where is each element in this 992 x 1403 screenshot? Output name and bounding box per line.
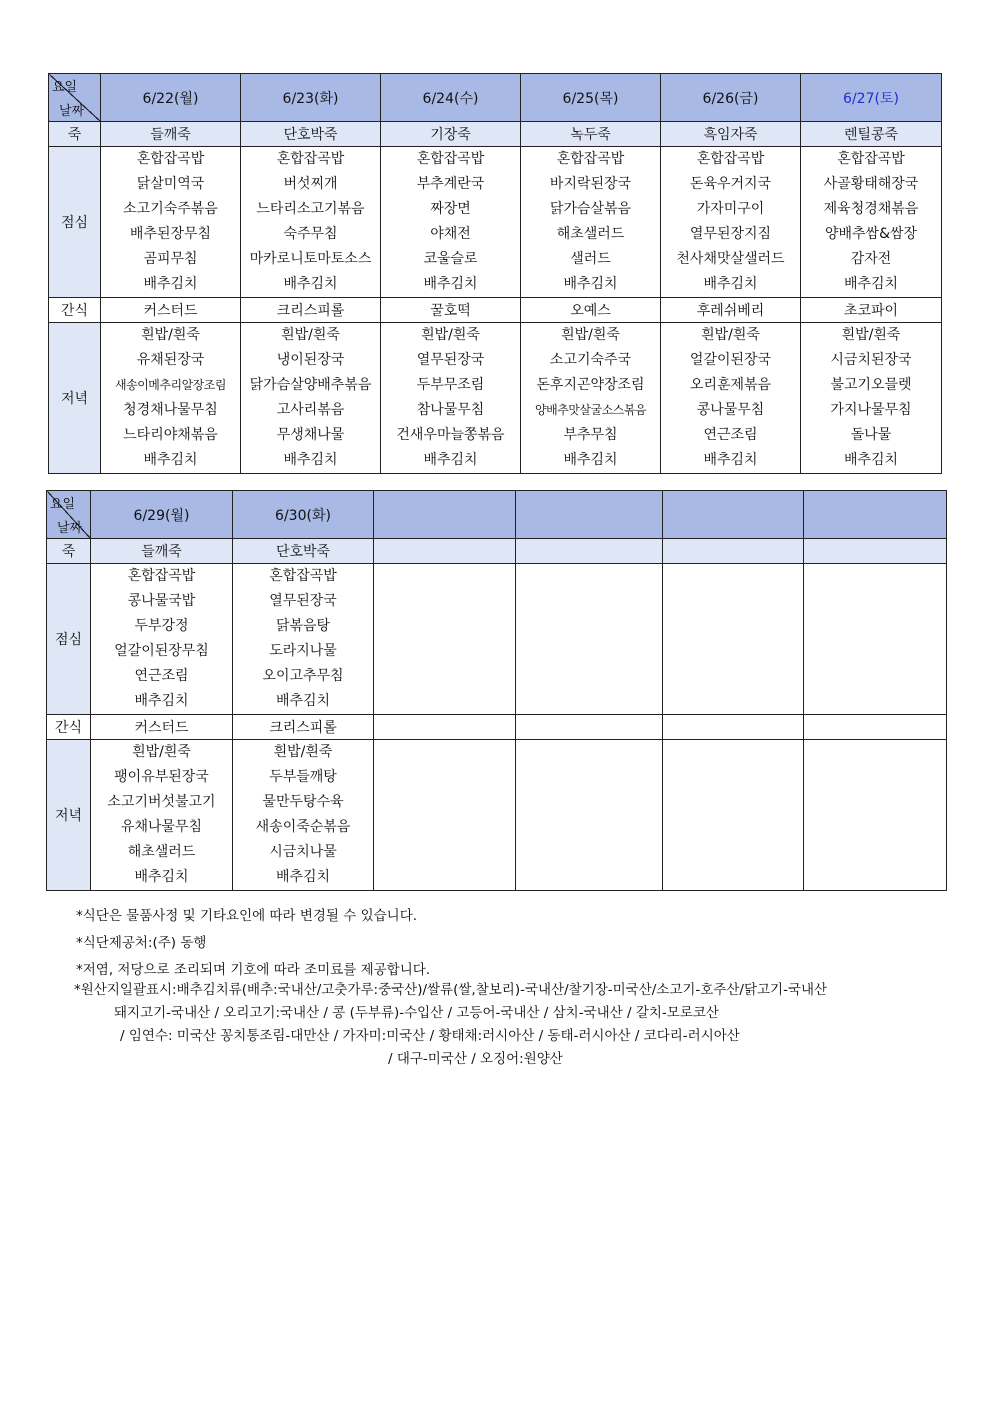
menu-item: 느타리소고기볶음 — [256, 201, 365, 217]
snack-cell: 크리스피롤 — [233, 715, 374, 740]
menu-item: 오리훈제볶음 — [689, 377, 772, 393]
menu-item: 숙주무침 — [283, 226, 338, 242]
note-origin-line4: / 대구-미국산 / 오징어:원양산 — [388, 1051, 563, 1067]
menu-table-week1 — [48, 73, 942, 474]
menu-item: 야채전 — [430, 226, 471, 242]
menu-item: 느타리야채볶음 — [123, 427, 218, 443]
menu-item: 소고기버섯불고기 — [107, 794, 216, 810]
menu-item: 열무된장지짐 — [689, 226, 772, 242]
menu-item: 두부무조림 — [416, 377, 485, 393]
date-header: 6/23(화) — [241, 74, 381, 122]
juk-cell: 흑임자죽 — [661, 122, 801, 147]
menu-item: 시금치된장국 — [830, 352, 912, 368]
menu-item: 배추김치 — [275, 869, 331, 885]
lunch-cell — [233, 564, 374, 715]
date-header-empty — [804, 491, 947, 539]
lunch-cell — [801, 147, 942, 298]
menu-item: 닭가슴살양배추볶음 — [249, 377, 372, 393]
row-label-snack: 간식 — [49, 298, 101, 323]
note-provider: *식단제공처:(주) 동행 — [76, 935, 207, 951]
juk-cell: 녹두죽 — [521, 122, 661, 147]
menu-item: 샐러드 — [570, 251, 611, 267]
note-origin-line2: 돼지고기-국내산 / 오리고기:국내산 / 콩 (두부류)-수입산 / 고등어-국내산 / 삼치-국내산 / 갈치-모로코산 — [114, 1005, 719, 1021]
snack-cell-empty — [663, 715, 804, 740]
menu-item: 배추김치 — [423, 452, 478, 468]
row-label-lunch: 점심 — [49, 147, 101, 298]
menu-item: 소고기숙주볶음 — [123, 201, 218, 217]
menu-item: 천사채맛살샐러드 — [676, 251, 785, 267]
snack-cell-empty — [374, 715, 516, 740]
menu-item: 고사리볶음 — [276, 402, 345, 418]
menu-item: 혼합잡곡밥 — [127, 568, 196, 584]
menu-item: 닭살미역국 — [136, 176, 205, 192]
menu-item: 흰밥/흰죽 — [841, 327, 901, 343]
dinner-cell — [661, 323, 801, 474]
menu-item: 부추무침 — [563, 427, 618, 443]
dinner-cell-empty — [516, 740, 663, 891]
note-seasoning: *저염, 저당으로 조리되며 기호에 따라 조미료를 제공합니다. — [76, 962, 431, 978]
menu-item: 혼합잡곡밥 — [416, 151, 485, 167]
menu-item: 흰밥/흰죽 — [281, 327, 340, 343]
menu-item: 돌나물 — [850, 427, 892, 443]
row-label-lunch: 점심 — [47, 564, 91, 715]
menu-item: 닭볶음탕 — [275, 618, 331, 634]
menu-item: 제육청경채볶음 — [823, 201, 919, 217]
juk-cell: 렌틸콩죽 — [801, 122, 942, 147]
menu-item: 흰밥/흰죽 — [421, 327, 480, 343]
menu-item: 배추김치 — [143, 276, 198, 292]
menu-item: 부추계란국 — [416, 176, 485, 192]
snack-cell: 커스터드 — [91, 715, 233, 740]
dinner-cell — [801, 323, 942, 474]
menu-item: 콩나물무침 — [696, 402, 765, 418]
menu-item: 짜장면 — [430, 201, 471, 217]
menu-item: 돈육우거지국 — [689, 176, 772, 192]
menu-item: 배추김치 — [703, 276, 758, 292]
dinner-cell — [241, 323, 381, 474]
menu-item: 혼합잡곡밥 — [837, 151, 905, 167]
note-origin-line3: / 임연수: 미국산 꽁치통조림-대만산 / 가자미:미국산 / 황태채:러시아산 / 동태-러시아산 / 코다리-러시아산 — [120, 1028, 740, 1044]
lunch-cell — [661, 147, 801, 298]
date-header: 6/24(수) — [381, 74, 521, 122]
menu-item: 혼합잡곡밥 — [556, 151, 625, 167]
corner-label-date: 날짜 — [59, 104, 85, 119]
row-label-juk: 죽 — [49, 122, 101, 147]
menu-item: 배추김치 — [423, 276, 478, 292]
juk-cell: 단호박죽 — [241, 122, 381, 147]
menu-item: 가지나물무침 — [830, 402, 912, 418]
snack-cell: 오예스 — [521, 298, 661, 323]
row-label-snack: 간식 — [47, 715, 91, 740]
menu-item: 바지락된장국 — [549, 176, 632, 192]
menu-item: 혼합잡곡밥 — [696, 151, 765, 167]
menu-item: 배추김치 — [134, 693, 189, 709]
menu-item: 사골황태해장국 — [823, 176, 919, 192]
lunch-cell-empty — [663, 564, 804, 715]
menu-item: 열무된장국 — [416, 352, 485, 368]
juk-cell-empty — [804, 539, 947, 564]
juk-cell: 단호박죽 — [233, 539, 374, 564]
date-header-saturday: 6/27(토) — [801, 74, 942, 122]
dinner-cell — [101, 323, 241, 474]
menu-item: 해초샐러드 — [556, 226, 625, 242]
menu-item: 마카로니토마토소스 — [249, 251, 372, 267]
row-label-dinner: 저녁 — [47, 740, 91, 891]
lunch-cell-empty — [374, 564, 516, 715]
dinner-cell — [91, 740, 233, 891]
dinner-cell — [233, 740, 374, 891]
date-header: 6/26(금) — [661, 74, 801, 122]
menu-item: 오이고추무침 — [262, 668, 344, 684]
menu-item: 배추김치 — [843, 276, 899, 292]
row-label-dinner: 저녁 — [49, 323, 101, 474]
snack-cell-empty — [516, 715, 663, 740]
menu-item: 혼합잡곡밥 — [269, 568, 337, 584]
corner-label-day: 요일 — [52, 80, 78, 95]
menu-item: 건새우마늘쫑볶음 — [396, 427, 505, 443]
menu-item: 두부강정 — [134, 618, 189, 634]
juk-cell-empty — [516, 539, 663, 564]
lunch-cell-empty — [516, 564, 663, 715]
menu-item: 열무된장국 — [269, 593, 337, 609]
corner-label-date: 날짜 — [57, 521, 83, 536]
lunch-cell — [101, 147, 241, 298]
snack-cell-empty — [804, 715, 947, 740]
lunch-cell — [91, 564, 233, 715]
menu-item: 새송이메추리알장조림 — [115, 378, 226, 392]
menu-item: 흰밥/흰죽 — [561, 327, 620, 343]
snack-cell: 꿀호떡 — [381, 298, 521, 323]
menu-item: 배추김치 — [143, 452, 198, 468]
date-header-empty — [516, 491, 663, 539]
snack-cell: 초코파이 — [801, 298, 942, 323]
note-change: *식단은 물품사정 및 기타요인에 따라 변경될 수 있습니다. — [76, 908, 418, 924]
menu-item: 배추김치 — [275, 693, 331, 709]
menu-item: 배추김치 — [563, 276, 618, 292]
dinner-cell — [521, 323, 661, 474]
lunch-cell-empty — [804, 564, 947, 715]
juk-cell: 기장죽 — [381, 122, 521, 147]
menu-item: 참나물무침 — [416, 402, 485, 418]
menu-item: 배추김치 — [283, 452, 338, 468]
menu-item: 배추김치 — [703, 452, 758, 468]
snack-cell: 후레쉬베리 — [661, 298, 801, 323]
snack-cell: 크리스피롤 — [241, 298, 381, 323]
date-header: 6/22(월) — [101, 74, 241, 122]
menu-item: 얼갈이된장국 — [689, 352, 772, 368]
dinner-cell — [381, 323, 521, 474]
footnotes — [76, 904, 827, 1067]
menu-item: 연근조림 — [134, 668, 189, 684]
dinner-cell-empty — [804, 740, 947, 891]
menu-item: 청경채나물무침 — [123, 402, 218, 418]
menu-item: 흰밥/흰죽 — [132, 744, 191, 760]
corner-cell — [49, 74, 101, 122]
menu-item: 불고기오믈렛 — [830, 377, 912, 393]
juk-cell: 들깨죽 — [91, 539, 233, 564]
menu-item: 흰밥/흰죽 — [273, 744, 333, 760]
juk-cell: 들깨죽 — [101, 122, 241, 147]
menu-item: 팽이유부된장국 — [114, 769, 209, 785]
menu-item: 두부들깨탕 — [269, 769, 337, 785]
menu-item: 배추김치 — [134, 869, 189, 885]
menu-table-week2 — [46, 490, 947, 891]
menu-item: 양배추쌈&쌈장 — [824, 226, 918, 242]
menu-item: 냉이된장국 — [276, 352, 345, 368]
juk-cell-empty — [663, 539, 804, 564]
menu-item: 양배추맛살굴소스볶음 — [535, 403, 646, 417]
menu-item: 배추김치 — [283, 276, 338, 292]
menu-item: 해초샐러드 — [127, 844, 196, 860]
dinner-cell-empty — [663, 740, 804, 891]
menu-item: 흰밥/흰죽 — [141, 327, 200, 343]
menu-item: 소고기숙주국 — [549, 352, 632, 368]
menu-item: 닭가슴살볶음 — [549, 201, 632, 217]
menu-item: 곰피무침 — [143, 251, 198, 267]
menu-item: 도라지나물 — [269, 643, 337, 659]
corner-label-day: 요일 — [50, 497, 76, 512]
menu-item: 유채된장국 — [136, 352, 205, 368]
lunch-cell — [241, 147, 381, 298]
menu-item: 배추김치 — [563, 452, 618, 468]
menu-item: 새송이죽순볶음 — [255, 819, 351, 835]
menu-item: 혼합잡곡밥 — [136, 151, 205, 167]
menu-item: 돈후지곤약장조림 — [536, 377, 645, 393]
menu-item: 감자전 — [850, 251, 892, 267]
menu-item: 얼갈이된장무침 — [114, 643, 209, 659]
lunch-cell — [521, 147, 661, 298]
menu-item: 배추된장무침 — [129, 226, 212, 242]
menu-item: 버섯찌개 — [283, 176, 338, 192]
menu-item: 혼합잡곡밥 — [276, 151, 345, 167]
date-header-empty — [663, 491, 804, 539]
menu-item: 시금치나물 — [269, 844, 337, 860]
date-header: 6/29(월) — [91, 491, 233, 539]
menu-item: 물만두탕수육 — [262, 794, 344, 810]
snack-cell: 커스터드 — [101, 298, 241, 323]
dinner-cell-empty — [374, 740, 516, 891]
juk-cell-empty — [374, 539, 516, 564]
note-origin: *원산지일괄표시:배추김치류(배추:국내산/고춧가루:중국산)/쌀류(쌀,찰보리)-국내산/찰기장-미국산/소고기-호주산/닭고기-국내산 — [74, 982, 828, 998]
menu-item: 배추김치 — [843, 452, 899, 468]
menu-item: 가자미구이 — [696, 201, 765, 217]
menu-item: 콩나물국밥 — [127, 593, 196, 609]
date-header: 6/25(목) — [521, 74, 661, 122]
menu-item: 무생채나물 — [276, 427, 345, 443]
corner-cell — [47, 491, 91, 539]
row-label-juk: 죽 — [47, 539, 91, 564]
menu-item: 흰밥/흰죽 — [701, 327, 760, 343]
menu-item: 연근조림 — [703, 427, 758, 443]
date-header-empty — [374, 491, 516, 539]
date-header: 6/30(화) — [233, 491, 374, 539]
menu-item: 코울슬로 — [423, 251, 478, 267]
lunch-cell — [381, 147, 521, 298]
menu-item: 유채나물무침 — [120, 819, 203, 835]
